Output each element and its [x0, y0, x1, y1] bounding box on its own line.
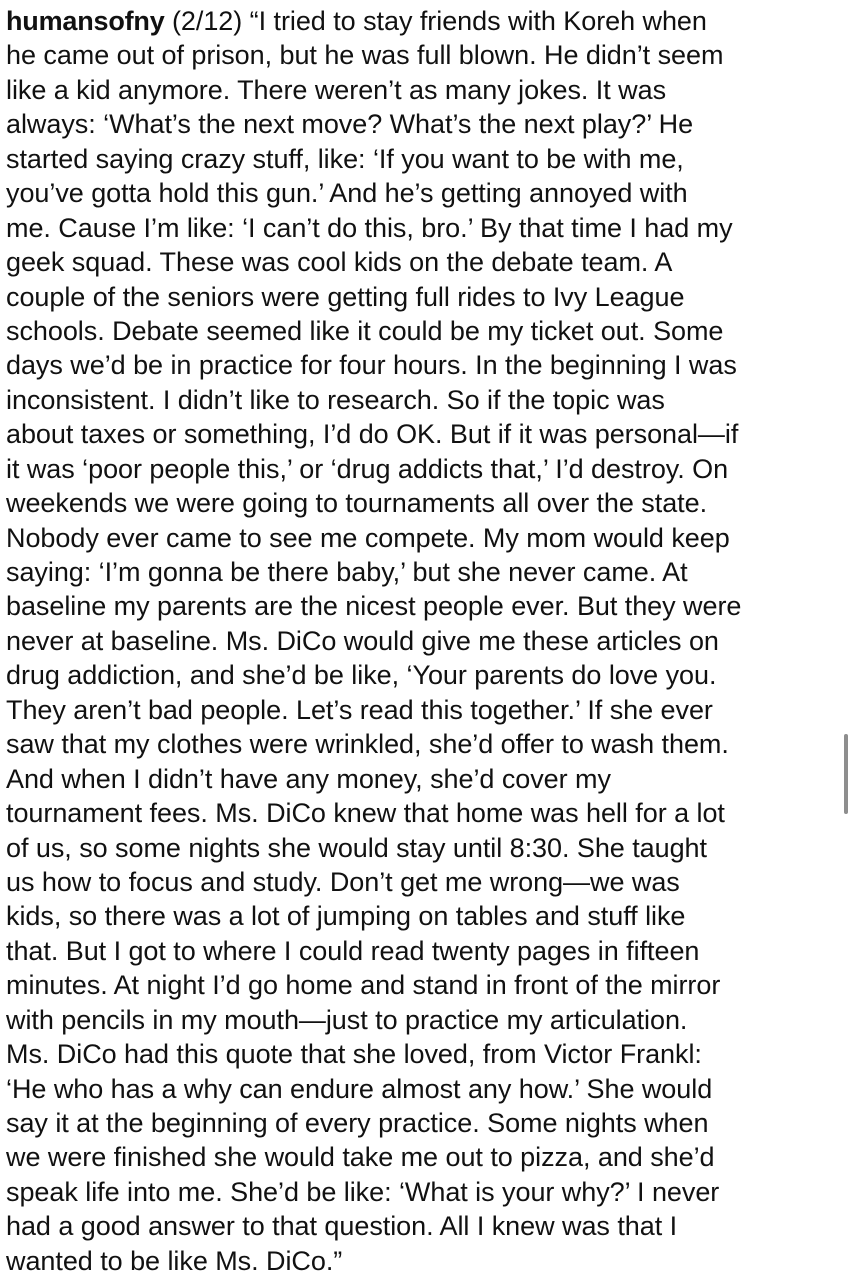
caption-line: drug addiction, and she’d be like, ‘Your parents do love you.: [6, 660, 717, 691]
caption-line: it was ‘poor people this,’ or ‘drug addicts that,’ I’d destroy. On: [6, 453, 729, 484]
caption-text: (2/12) “I tried to stay friends with Koreh when: [164, 6, 707, 36]
post-caption: [6, 4, 836, 1278]
caption-line: always: ‘What’s the next move? What’s the next play?’ He: [6, 109, 694, 140]
caption-line: Nobody ever came to see me compete. My mom would keep: [6, 522, 730, 553]
caption-line: wanted to be like Ms. DiCo.”: [6, 1245, 343, 1276]
caption-line: saying: ‘I’m gonna be there baby,’ but she never came. At: [6, 557, 688, 587]
caption-line: me. Cause I’m like: ‘I can’t do this, bro.’ By that time I had my: [6, 212, 733, 243]
caption-line: kids, so there was a lot of jumping on tables and stuff like: [6, 901, 686, 932]
caption-line: couple of the seniors were getting full rides to Ivy League: [6, 281, 685, 312]
caption-line: he came out of prison, but he was full blown. He didn’t seem: [6, 40, 724, 71]
caption-line: say it at the beginning of every practice. Some nights when: [6, 1108, 709, 1138]
caption-line: days we’d be in practice for four hours. In the beginning I was: [6, 350, 737, 381]
caption-line: of us, so some nights she would stay until 8:30. She taught: [6, 832, 707, 863]
caption-line: schools. Debate seemed like it could be my ticket out. Some: [6, 315, 724, 346]
caption-line: you’ve gotta hold this gun.’ And he’s getting annoyed with: [6, 178, 688, 209]
caption-line: about taxes or something, I’d do OK. But if it was personal—if: [6, 419, 739, 450]
caption-line: ‘He who has a why can endure almost any how.’ She would: [6, 1073, 713, 1104]
caption-line: They aren’t bad people. Let’s read this together.’ If she ever: [6, 694, 713, 725]
caption-line: And when I didn’t have any money, she’d cover my: [6, 763, 611, 794]
caption-line: baseline my parents are the nicest people ever. But they were: [6, 591, 742, 622]
caption-line: had a good answer to that question. All I knew was that I: [6, 1211, 678, 1242]
caption-line: Ms. DiCo had this quote that she loved, from Victor Frankl:: [6, 1039, 702, 1070]
caption-line: minutes. At night I’d go home and stand in front of the mirror: [6, 970, 721, 1001]
caption-line: with pencils in my mouth—just to practice my articulation.: [6, 1004, 688, 1035]
caption-line-1: [6, 4, 836, 38]
caption-line: we were finished she would take me out to pizza, and she’d: [6, 1142, 715, 1173]
caption-line: that. But I got to where I could read twenty pages in fifteen: [6, 935, 700, 966]
caption-line: tournament fees. Ms. DiCo knew that home was hell for a lot: [6, 798, 725, 829]
caption-line: like a kid anymore. There weren’t as many jokes. It was: [6, 74, 667, 105]
caption-line: geek squad. These was cool kids on the debate team. A: [6, 247, 673, 278]
caption-line: us how to focus and study. Don’t get me wrong—we was: [6, 866, 680, 897]
scrollbar-thumb[interactable]: [844, 734, 848, 814]
caption-line: started saying crazy stuff, like: ‘If you want to be with me,: [6, 143, 684, 174]
caption-line: saw that my clothes were wrinkled, she’d offer to wash them.: [6, 729, 729, 760]
caption-line: weekends we were going to tournaments all over the state.: [6, 488, 708, 519]
caption-line: inconsistent. I didn’t like to research. So if the topic was: [6, 384, 665, 415]
caption-line: never at baseline. Ms. DiCo would give me these articles on: [6, 625, 719, 656]
caption-line: speak life into me. She’d be like: ‘What is your why?’ I never: [6, 1176, 720, 1207]
username-link[interactable]: humansofny: [6, 6, 165, 36]
